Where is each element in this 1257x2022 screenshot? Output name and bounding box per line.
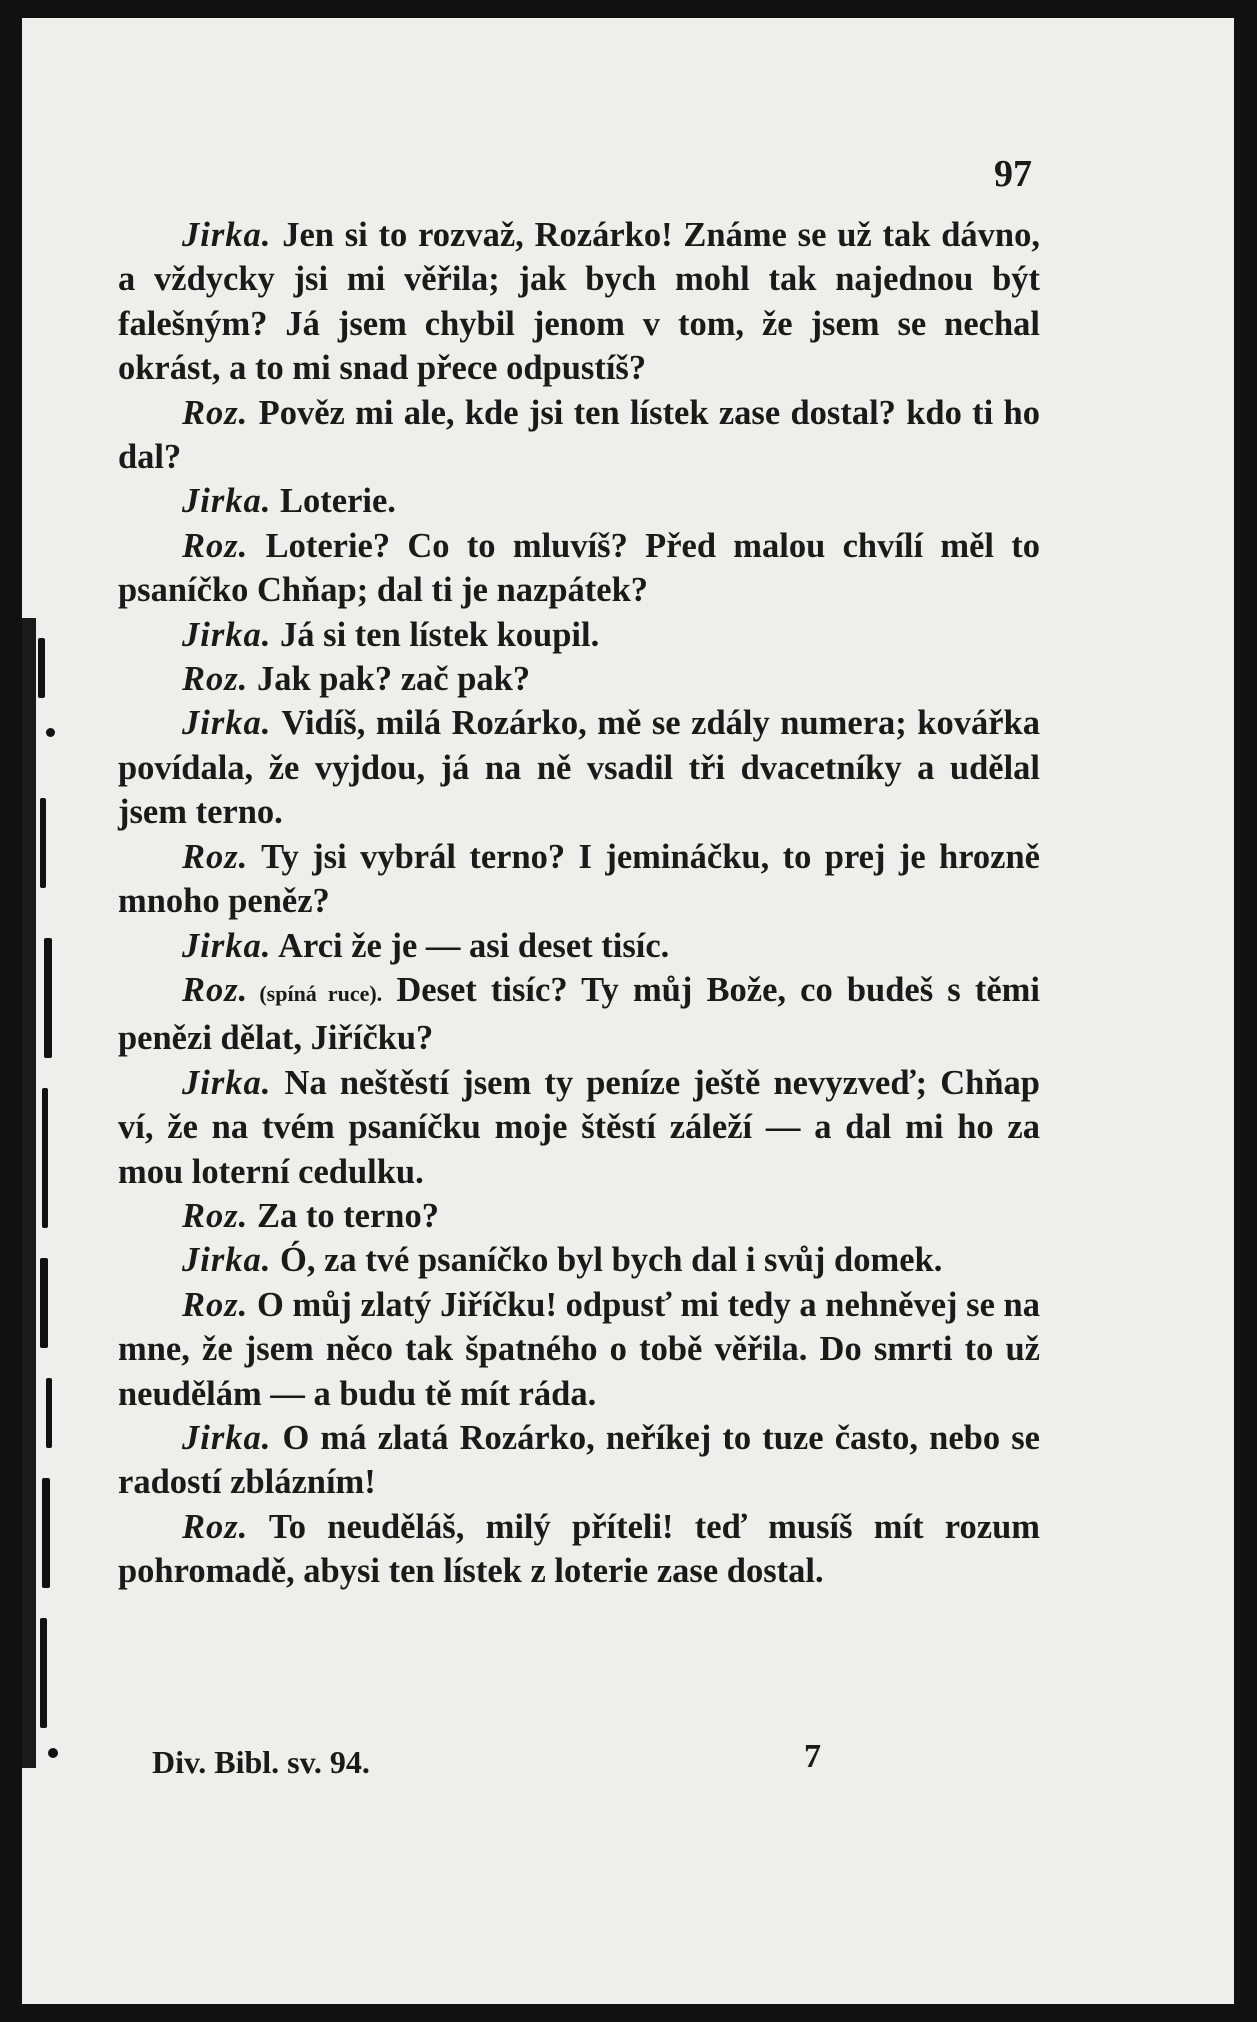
speech-text: Deset tisíc? Ty můj Bože, co budeš s těmi penězi dělat, Jiříčku? [118,970,1041,1058]
dialogue-paragraph [118,391,1040,480]
dialogue-paragraph [118,924,1040,968]
stage-direction: (spíná ruce). [248,980,383,1006]
speech-text: Loterie? Co to mluvíš? Před malou chvílí měl to psaníčko Chňap; dal ti je nazpátek? [118,526,1040,610]
dialogue-paragraph [118,968,1040,1061]
speaker-name: Jirka. [182,216,272,254]
speech-text: Jak pak? zač pak? [248,660,531,699]
page-footer [152,1738,852,1794]
speaker-name: Roz. [182,1285,249,1324]
printer-signature: Div. Bibl. sv. 94. [152,1744,370,1780]
speaker-name: Roz. [182,1196,249,1235]
speech-text: Za to terno? [248,1196,439,1235]
speaker-name: Roz. [182,970,249,1009]
page-number: 97 [994,153,1032,195]
dialogue-paragraph [118,524,1040,613]
speaker-name: Jirka. [182,926,272,965]
dialogue-paragraph [118,1061,1040,1194]
dialogue-paragraph [118,1283,1040,1416]
speaker-name: Roz. [182,526,249,565]
dialogue-paragraph [118,613,1040,657]
speaker-name: Roz. [182,393,249,432]
speech-text: Na neštěstí jsem ty peníze ještě nevyzveď; Chňap ví, že na tvém psaníčku moje štěstí záleží — a dal mi ho za mou loterní cedulku. [118,1063,1040,1191]
dialogue-paragraph [118,479,1040,523]
speaker-name: Jirka. [182,482,272,521]
speech-text: Ty jsi vybrál terno? I jemináčku, to prej je hrozně mnoho peněz? [118,837,1040,921]
book-page [22,18,1234,2004]
speech-text: O můj zlatý Jiříčku! odpusť mi tedy a nehněvej se na mne, že jsem něco tak špatného o tobě věřila. Do smrti to už neudělám — a budu tě mít ráda. [118,1285,1040,1413]
speaker-name: Jirka. [182,1241,272,1280]
dialogue-paragraph [118,213,1040,391]
dialogue-paragraph [118,657,1040,701]
binding-edge [22,618,82,1768]
speaker-name: Jirka. [182,615,272,654]
speech-text: Loterie. [271,482,396,521]
dialogue-text [118,213,1040,1594]
speaker-name: Jirka. [182,1063,272,1102]
speech-text: To neuděláš, milý příteli! teď musíš mít rozum pohromadě, abysi ten lístek z loterie zase dostal. [118,1507,1040,1591]
speaker-name: Roz. [182,1507,249,1546]
speech-text: Já si ten lístek koupil. [271,615,600,654]
speech-text: Jen si to rozvaž, Rozárko! Známe se už tak dávno, a vždycky jsi mi věřila; jak bych mohl tak najednou být falešným? Já jsem chybil jenom v tom, že jsem se nechal okrást, a to mi snad přece odpustíš? [118,216,1040,388]
sheet-number: 7 [804,1738,821,1775]
speaker-name: Jirka. [182,1418,272,1457]
speech-text: Ó, za tvé psaníčko byl bych dal i svůj domek. [271,1241,943,1280]
dialogue-paragraph [118,701,1040,834]
speaker-name: Jirka. [182,704,272,743]
dialogue-paragraph [118,1416,1040,1505]
speech-text: Arci že je — asi deset tisíc. [271,926,670,965]
dialogue-paragraph [118,1194,1040,1238]
speech-text: Vidíš, milá Rozárko, mě se zdály numera; kovářka povídala, že vyjdou, já na ně vsadil tři dvacetníky a udělal jsem terno. [118,704,1040,832]
dialogue-paragraph [118,1505,1040,1594]
speaker-name: Roz. [182,837,249,876]
dialogue-paragraph [118,835,1040,924]
speech-text: O má zlatá Rozárko, neříkej to tuze často, nebo se radostí zblázním! [118,1418,1040,1502]
speaker-name: Roz. [182,660,249,699]
dialogue-paragraph [118,1238,1040,1282]
speech-text: Pověz mi ale, kde jsi ten lístek zase dostal? kdo ti ho dal? [118,393,1040,477]
